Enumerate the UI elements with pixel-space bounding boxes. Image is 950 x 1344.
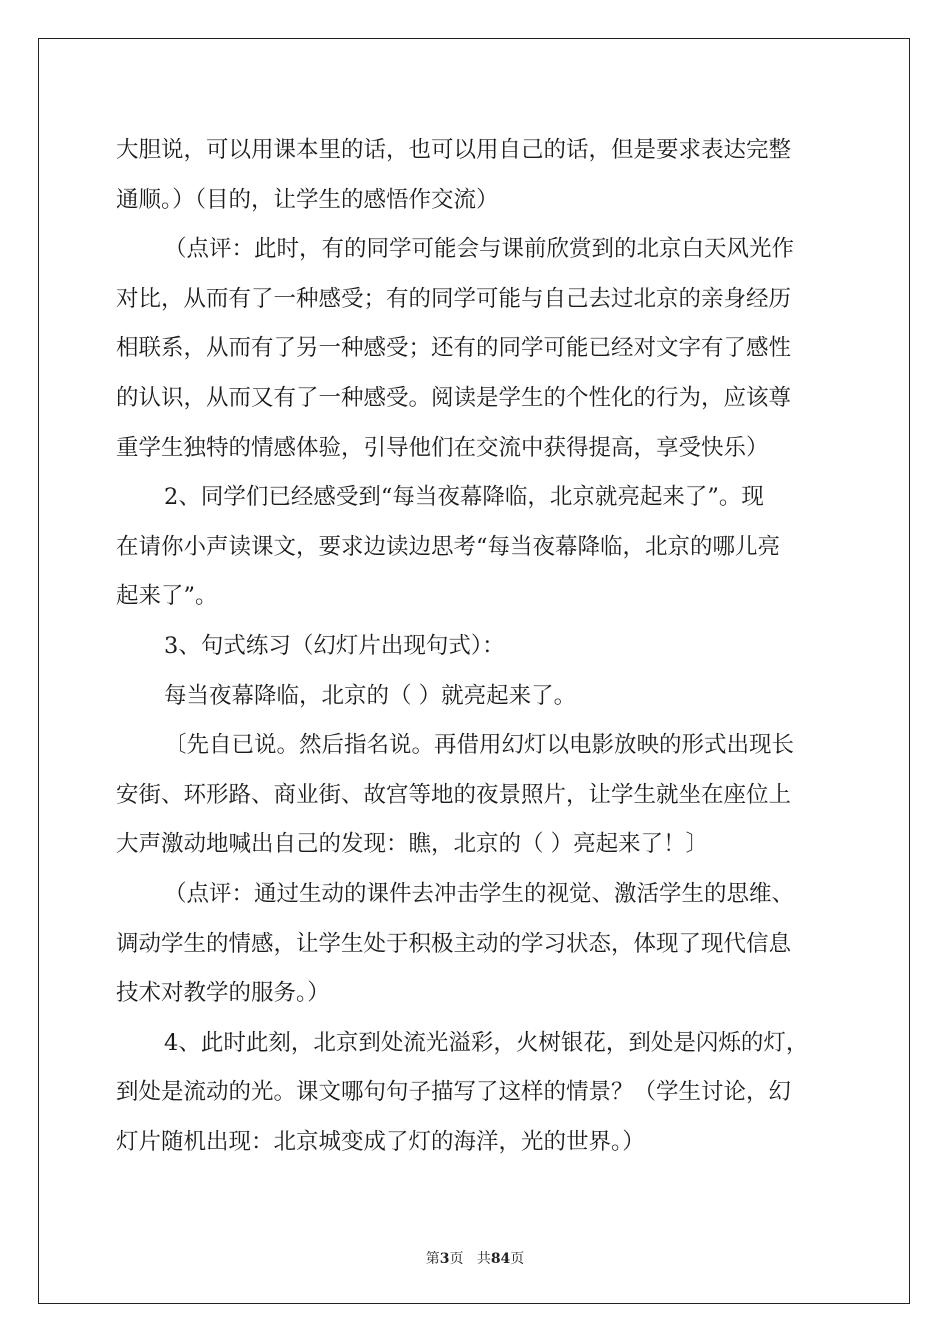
text-line: 4、此时此刻，北京到处流光溢彩，火树银花，到处是闪烁的灯， — [164, 1029, 809, 1056]
text-line: 相联系，从而有了另一种感受；还有的同学可能已经对文字有了感性 — [116, 335, 792, 362]
text-line: 起来了”。 — [116, 583, 218, 610]
footer-page-word: 页 — [449, 1251, 464, 1267]
text-line: 每当夜幕降临，北京的（ ）就亮起来了。 — [164, 682, 577, 709]
footer-total-prefix: 共 — [476, 1251, 491, 1267]
page-footer — [0, 1248, 950, 1268]
text-line: 到处是流动的光。课文哪句句子描写了这样的情景？（学生讨论，幻 — [116, 1079, 792, 1106]
text-line: 安街、环形路、商业街、故宫等地的夜景照片，让学生就坐在座位上 — [116, 781, 792, 808]
text-line: 灯片随机出现：北京城变成了灯的海洋，光的世界。） — [116, 1128, 645, 1155]
text-line: 在请你小声读课文，要求边读边思考“每当夜幕降临，北京的哪儿亮 — [116, 533, 781, 560]
document-body — [116, 126, 836, 1167]
text-line: 对比，从而有了一种感受；有的同学可能与自己去过北京的亲身经历 — [116, 285, 792, 312]
text-line: 2、同学们已经感受到“每当夜幕降临，北京就亮起来了”。现 — [164, 484, 764, 511]
footer-total-suffix: 页 — [510, 1251, 525, 1267]
text-line: 调动学生的情感，让学生处于积极主动的学习状态，体现了现代信息 — [116, 930, 792, 957]
text-line: 大声激动地喊出自己的发现：瞧，北京的（ ）亮起来了！〕 — [116, 831, 709, 858]
text-line: 〔先自已说。然后指名说。再借用幻灯以电影放映的形式出现长 — [164, 732, 795, 759]
text-line: 大胆说，可以用课本里的话，也可以用自己的话，但是要求表达完整 — [116, 137, 792, 163]
text-line: 的认识，从而又有了一种感受。阅读是学生的个性化的行为，应该尊 — [116, 384, 792, 411]
text-line: 重学生独特的情感体验，引导他们在交流中获得提高，享受快乐） — [116, 434, 769, 461]
text-line: 3、句式练习（幻灯片出现句式）： — [164, 632, 505, 659]
text-line: 通顺。）（目的，让学生的感悟作交流） — [116, 186, 499, 213]
text-line: 技术对教学的服务。） — [116, 980, 330, 1007]
footer-prefix: 第 — [425, 1251, 440, 1267]
text-line: （点评：此时，有的同学可能会与课前欣赏到的北京白天风光作 — [164, 236, 795, 263]
current-page-number: 3 — [439, 1251, 450, 1267]
text-line: （点评：通过生动的课件去冲击学生的视觉、激活学生的思维、 — [164, 880, 795, 907]
total-page-count: 84 — [490, 1251, 511, 1267]
